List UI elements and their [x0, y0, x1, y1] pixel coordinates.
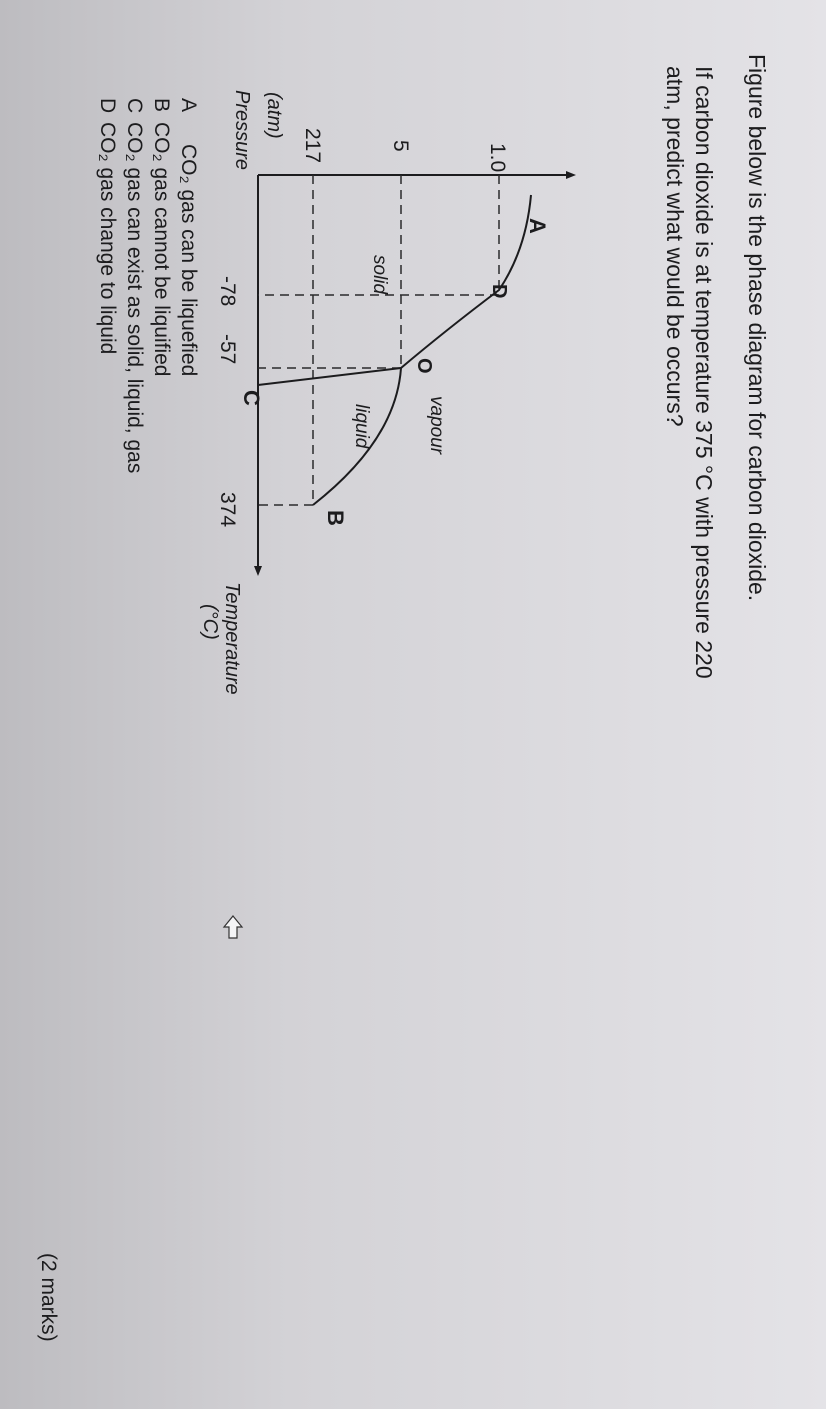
marks-label: (2 marks) [37, 1253, 60, 1342]
y-axis-label: Pressure [231, 90, 253, 171]
option-d-letter: D [96, 98, 119, 114]
y-tick-1: 1.0 [486, 143, 509, 173]
x-tick-374: 374 [216, 492, 239, 528]
x-axis-arrow [254, 566, 262, 576]
x-axis-label: Temperature [221, 582, 243, 695]
sublimation-curve [401, 195, 531, 368]
question-intro: Figure below is the phase diagram for carbon dioxide. [744, 54, 770, 602]
y-axis-arrow [566, 171, 576, 179]
question-prompt: If carbon dioxide is at temperature 375 °C with pressure 220 atm, predict what would be occurs? [662, 66, 717, 679]
option-d-text: CO₂ gas change to liquid [96, 122, 119, 355]
y-axis-unit: (atm) [263, 92, 285, 139]
point-A: A [525, 218, 550, 234]
x-tick-minus78: -78 [216, 276, 239, 307]
fusion-curve [258, 368, 401, 385]
x-axis-unit: (°C) [199, 604, 221, 640]
option-a-text: CO₂ gas can be liquefied [177, 144, 200, 377]
y-tick-5: 5 [389, 140, 412, 152]
point-D: D [488, 284, 510, 299]
point-B: B [323, 510, 348, 526]
y-tick-217: 217 [301, 128, 324, 164]
option-c-text: CO₂ gas can exist as solid, liquid, gas [123, 122, 146, 474]
option-b-letter: B [150, 98, 173, 113]
option-b-text: CO₂ gas cannot be liquified [150, 122, 173, 377]
region-solid: solid [369, 255, 390, 295]
region-liquid: liquid [351, 404, 372, 449]
point-O: O [413, 358, 435, 374]
mouse-pointer-icon [222, 914, 244, 940]
x-tick-minus57: -57 [216, 334, 239, 365]
point-C: C [239, 390, 264, 406]
region-vapour: vapour [426, 396, 447, 455]
option-c-letter: C [123, 98, 146, 114]
option-a-letter: A [177, 98, 200, 113]
